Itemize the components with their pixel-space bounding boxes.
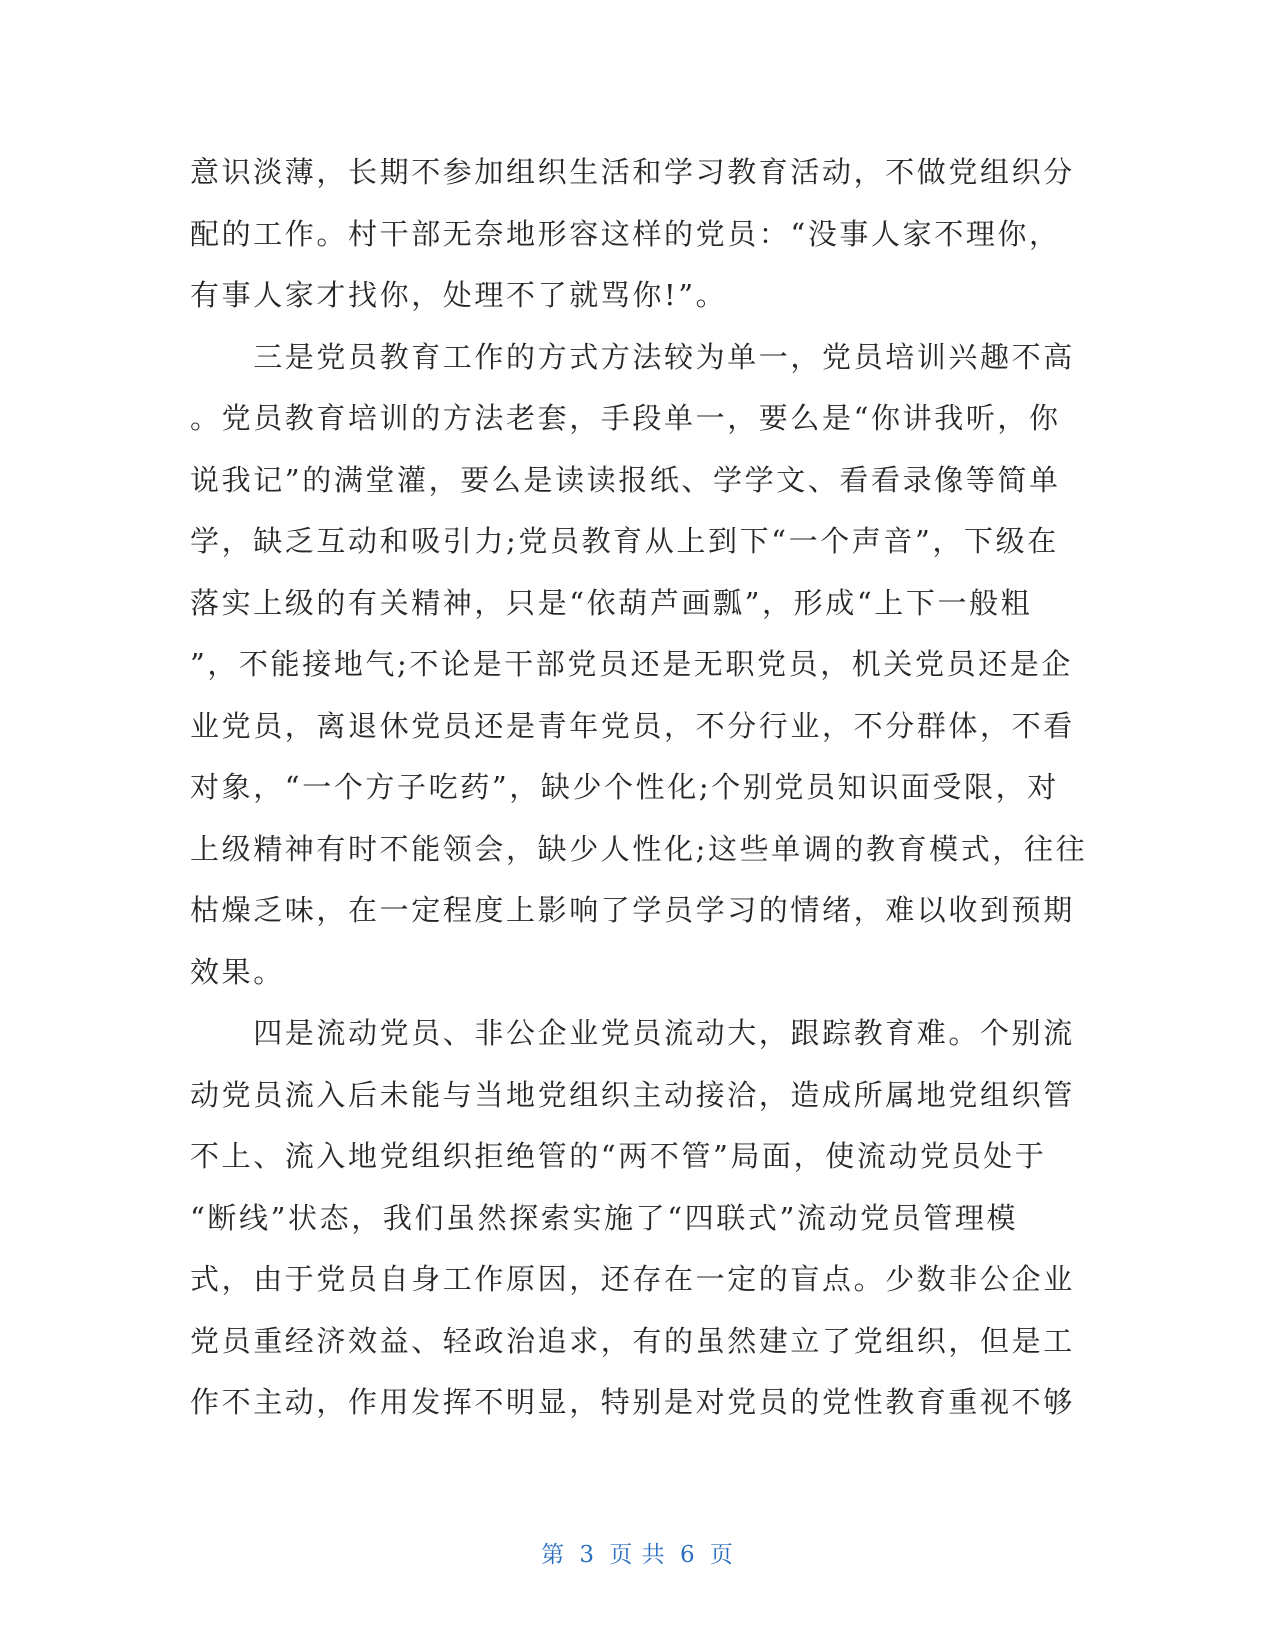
footer-page-number: 3	[579, 1542, 596, 1568]
footer-middle: 页 共	[609, 1542, 666, 1568]
page-footer	[0, 1536, 1275, 1569]
text-line: 党员重经济效益、轻政治追求，有的虽然建立了党组织，但是工	[190, 1323, 1075, 1358]
text-line: 效果。	[190, 954, 285, 989]
text-line: 落实上级的有关精神，只是“依葫芦画瓢”，形成“上下一般粗	[190, 585, 1033, 620]
text-line: 业党员，离退休党员还是青年党员，不分行业，不分群体，不看	[190, 708, 1075, 743]
document-body	[190, 142, 1090, 1434]
footer-suffix: 页	[709, 1542, 734, 1568]
text-line: 作不主动，作用发挥不明显，特别是对党员的党性教育重视不够	[190, 1385, 1075, 1419]
text-line: 有事人家才找你，处理不了就骂你!”。	[190, 278, 728, 312]
text-line: 配的工作。村干部无奈地形容这样的党员：“没事人家不理你，	[190, 216, 1061, 251]
text-line: 不上、流入地党组织拒绝管的“两不管”局面，使流动党员处于	[190, 1139, 1047, 1173]
text-line: 上级精神有时不能领会，缺少人性化;这些单调的教育模式，往往	[190, 831, 1088, 866]
text-line: 三是党员教育工作的方式方法较为单一，党员培训兴趣不高	[190, 339, 1075, 374]
footer-total-pages: 6	[679, 1542, 696, 1568]
text-line: “断线”状态，我们虽然探索实施了“四联式”流动党员管理模	[190, 1200, 1019, 1235]
text-line: 意识淡薄，长期不参加组织生活和学习教育活动，不做党组织分	[190, 155, 1075, 189]
text-line: 动党员流入后未能与当地党组织主动接洽，造成所属地党组织管	[190, 1077, 1075, 1112]
text-line: ”，不能接地气;不论是干部党员还是无职党员，机关党员还是企	[190, 647, 1073, 681]
text-line: 四是流动党员、非公企业党员流动大，跟踪教育难。个别流	[190, 1016, 1075, 1050]
text-line: 说我记”的满堂灌，要么是读读报纸、学学文、看看录像等简单	[190, 462, 1061, 497]
text-line: 学，缺乏互动和吸引力;党员教育从上到下“一个声音”，下级在	[190, 524, 1059, 558]
text-line: 。党员教育培训的方法老套，手段单一，要么是“你讲我听，你	[190, 401, 1061, 435]
text-line: 枯燥乏味，在一定程度上影响了学员学习的情绪，难以收到预期	[190, 893, 1075, 927]
text-line: 对象，“一个方子吃药”，缺少个性化;个别党员知识面受限，对	[190, 770, 1059, 804]
footer-prefix: 第	[541, 1542, 566, 1568]
text-line: 式，由于党员自身工作原因，还存在一定的盲点。少数非公企业	[190, 1262, 1075, 1296]
